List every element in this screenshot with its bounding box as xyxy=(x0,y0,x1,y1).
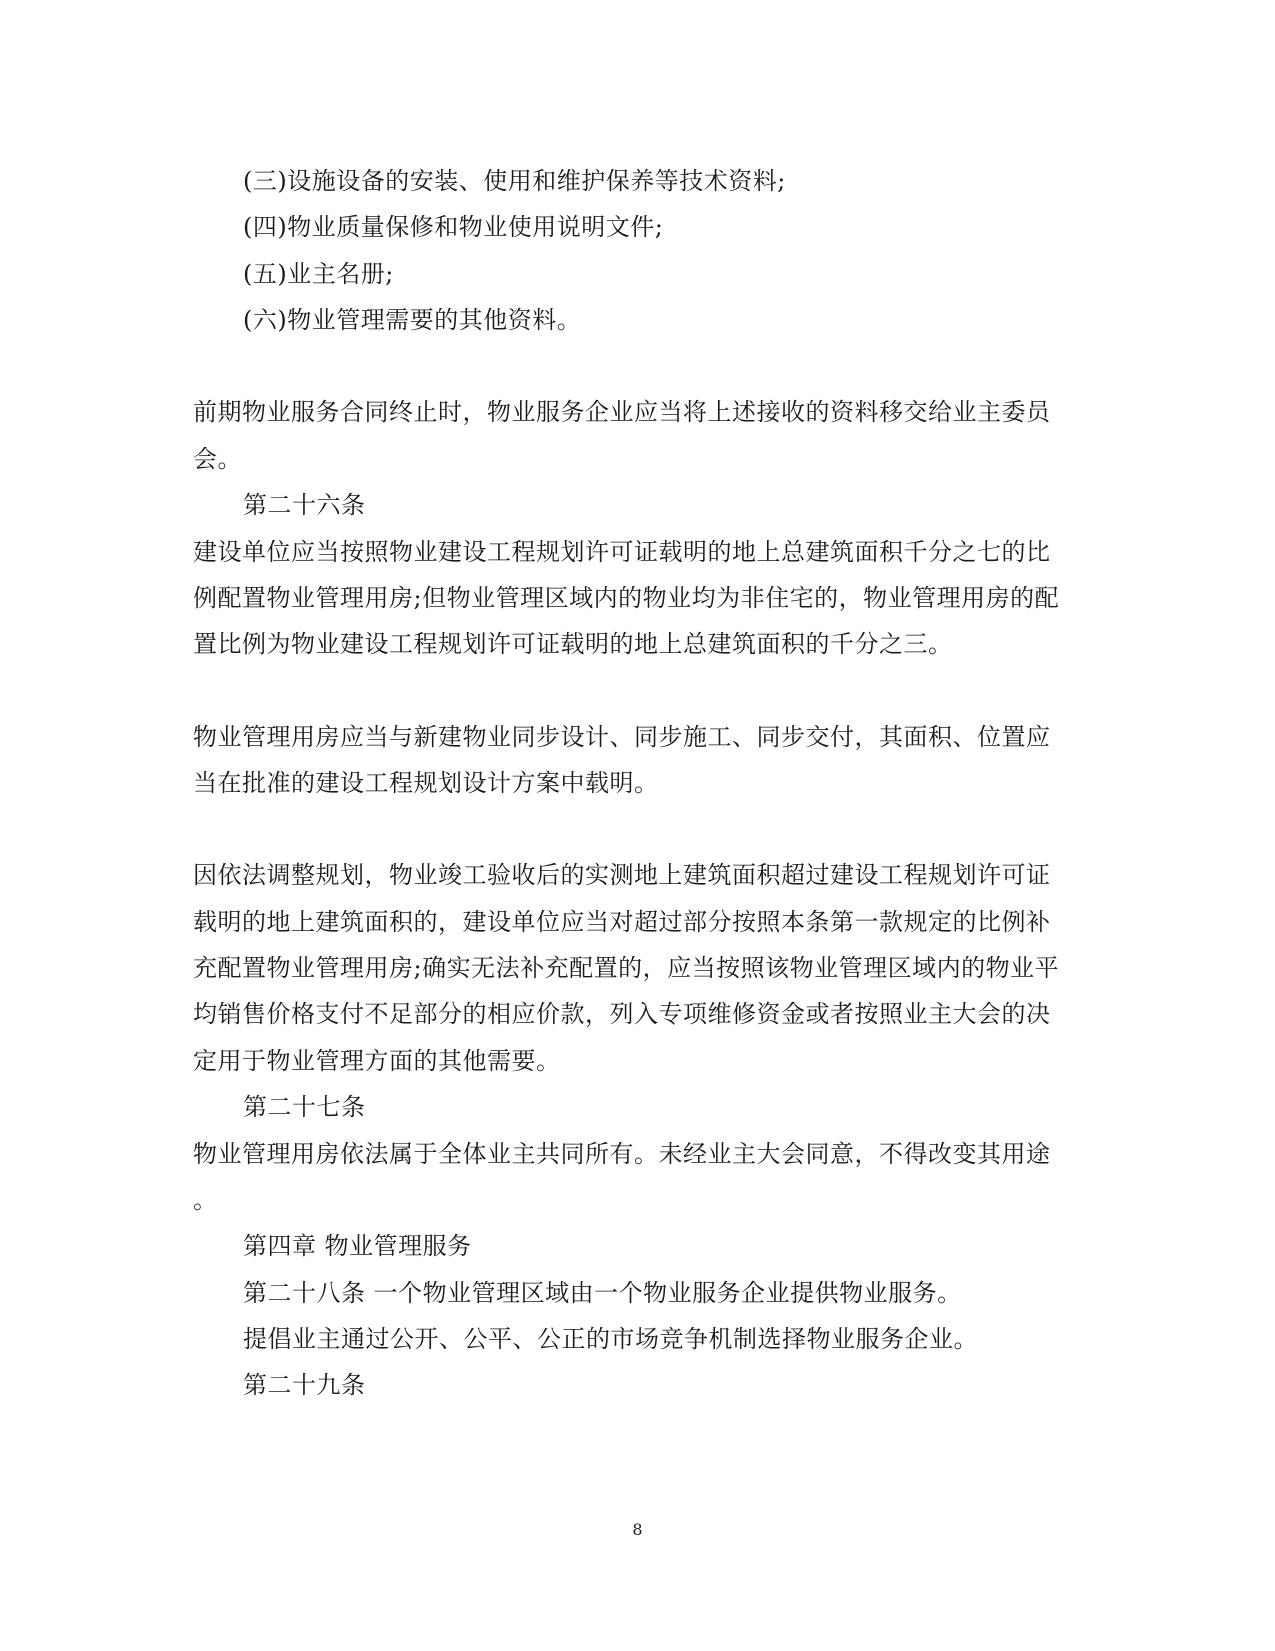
paragraph-handover-line: 会。 xyxy=(193,445,242,473)
article-26-paragraph-1-line: 置比例为物业建设工程规划许可证载明的地上总建筑面积的千分之三。 xyxy=(193,630,953,658)
list-item-3: (三)设施设备的安装、使用和维护保养等技术资料; xyxy=(243,167,786,195)
paragraph-handover-line: 前期物业服务合同终止时，物业服务企业应当将上述接收的资料移交给业主委员 xyxy=(193,398,1051,426)
list-item-4: (四)物业质量保修和物业使用说明文件; xyxy=(243,213,664,241)
article-26-paragraph-2-line: 当在批准的建设工程规划设计方案中载明。 xyxy=(193,769,659,797)
page-number: 8 xyxy=(632,1520,643,1539)
article-26-paragraph-2-line: 物业管理用房应当与新建物业同步设计、同步施工、同步交付，其面积、位置应 xyxy=(193,723,1051,751)
article-29-heading: 第二十九条 xyxy=(243,1371,366,1399)
article-26-paragraph-3-line: 均销售价格支付不足部分的相应价款，列入专项维修资金或者按照业主大会的决 xyxy=(193,1000,1051,1028)
article-26-paragraph-1-line: 例配置物业管理用房;但物业管理区域内的物业均为非住宅的，物业管理用房的配 xyxy=(193,584,1060,612)
article-26-paragraph-1-line: 建设单位应当按照物业建设工程规划许可证载明的地上总建筑面积千分之七的比 xyxy=(193,538,1051,566)
article-27-paragraph-line: 。 xyxy=(193,1186,218,1214)
article-27-paragraph-line: 物业管理用房依法属于全体业主共同所有。未经业主大会同意，不得改变其用途 xyxy=(193,1140,1051,1168)
article-27-heading: 第二十七条 xyxy=(243,1093,366,1121)
chapter-4-heading: 第四章 物业管理服务 xyxy=(243,1232,472,1260)
article-26-paragraph-3-line: 载明的地上建筑面积的，建设单位应当对超过部分按照本条第一款规定的比例补 xyxy=(193,908,1051,936)
article-26-paragraph-3-line: 充配置物业管理用房;确实无法补充配置的，应当按照该物业管理区域内的物业平 xyxy=(193,954,1060,982)
list-item-6: (六)物业管理需要的其他资料。 xyxy=(243,306,582,334)
article-28-paragraph-2: 提倡业主通过公开、公平、公正的市场竞争机制选择物业服务企业。 xyxy=(243,1325,978,1353)
article-26-paragraph-3-line: 定用于物业管理方面的其他需要。 xyxy=(193,1047,561,1075)
article-26-paragraph-3-line: 因依法调整规划，物业竣工验收后的实测地上建筑面积超过建设工程规划许可证 xyxy=(193,861,1051,889)
list-item-5: (五)业主名册; xyxy=(243,260,394,288)
article-26-heading: 第二十六条 xyxy=(243,491,366,519)
article-28-text: 第二十八条 一个物业管理区域由一个物业服务企业提供物业服务。 xyxy=(243,1279,962,1307)
